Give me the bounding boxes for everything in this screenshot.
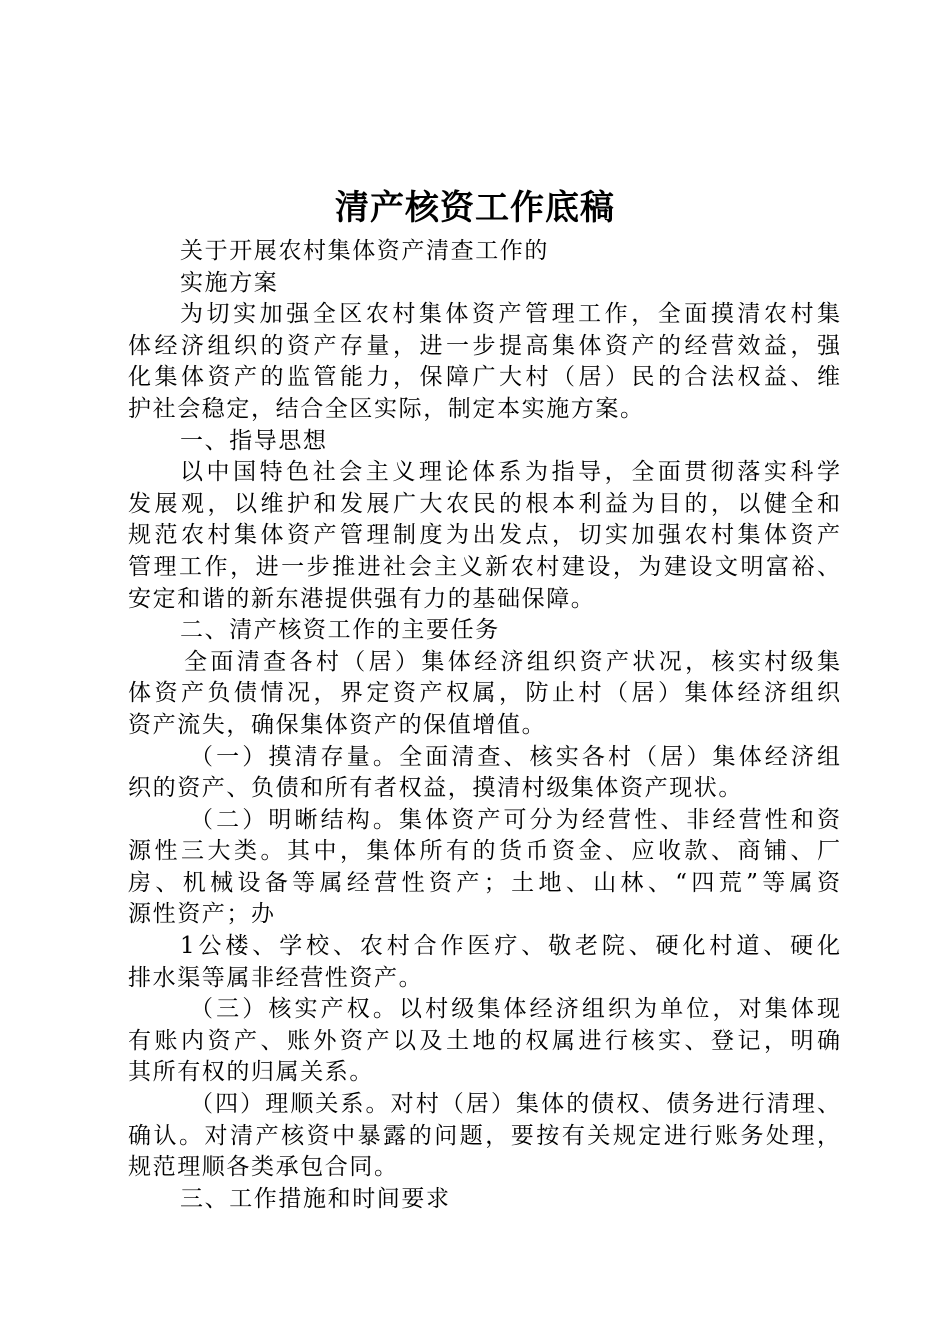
paragraph-line: 房、机械设备等属经营性资产；土地、山林、“四荒”等属资 xyxy=(128,869,840,896)
paragraph-line: 排水渠等属非经营性资产。 xyxy=(128,964,424,991)
paragraph-line: （二）明晰结构。集体资产可分为经营性、非经营性和资 xyxy=(190,806,840,833)
paragraph-line: 为切实加强全区农村集体资产管理工作，全面摸清农村集 xyxy=(180,301,840,328)
paragraph-line: 体经济组织的资产存量，进一步提高集体资产的经营效益，强 xyxy=(128,332,840,359)
paragraph-line: 管理工作，进一步推进社会主义新农村建设，为建设文明富裕、 xyxy=(128,553,840,580)
document-body xyxy=(128,236,840,1215)
paragraph-line: 规范农村集体资产管理制度为出发点，切实加强农村集体资产 xyxy=(128,522,840,549)
paragraph-line: （三）核实产权。以村级集体经济组织为单位，对集体现 xyxy=(190,996,840,1023)
document-title: 清产核资工作底稿 xyxy=(335,188,615,228)
paragraph-line: 护社会稳定，结合全区实际，制定本实施方案。 xyxy=(128,395,645,422)
paragraph-line: 其所有权的归属关系。 xyxy=(128,1059,374,1086)
paragraph-line: 安定和谐的新东港提供强有力的基础保障。 xyxy=(128,585,596,612)
paragraph-line: 发展观，以维护和发展广大农民的根本利益为目的，以健全和 xyxy=(128,490,840,517)
paragraph-line: 资产流失，确保集体资产的保值增值。 xyxy=(128,711,547,738)
section-heading: 二、清产核资工作的主要任务 xyxy=(180,617,500,644)
subtitle-line-1: 关于开展农村集体资产清查工作的 xyxy=(180,238,549,264)
paragraph-line: （一）摸清存量。全面清查、核实各村（居）集体经济组 xyxy=(190,743,840,770)
paragraph-line: （四）理顺关系。对村（居）集体的债权、债务进行清理、 xyxy=(190,1091,840,1118)
paragraph-line: 源性三大类。其中，集体所有的货币资金、应收款、商铺、厂 xyxy=(128,838,840,865)
section-heading: 一、指导思想 xyxy=(180,427,328,454)
paragraph-line: 源性资产；办 xyxy=(128,901,276,928)
paragraph-line: 全面清查各村（居）集体经济组织资产状况，核实村级集 xyxy=(184,648,840,675)
paragraph-line: 以中国特色社会主义理论体系为指导，全面贯彻落实科学 xyxy=(180,459,840,486)
paragraph-line: 化集体资产的监管能力，保障广大村（居）民的合法权益、维 xyxy=(128,364,840,391)
section-heading: 三、工作措施和时间要求 xyxy=(180,1185,451,1212)
paragraph-line: 织的资产、负债和所有者权益，摸清村级集体资产现状。 xyxy=(128,775,743,802)
subtitle-line-2: 实施方案 xyxy=(180,269,279,296)
paragraph-line: 1公楼、学校、农村合作医疗、敬老院、硬化村道、硬化 xyxy=(180,933,840,960)
paragraph-line: 有账内资产、账外资产以及土地的权属进行核实、登记，明确 xyxy=(128,1027,840,1054)
paragraph-line: 规范理顺各类承包合同。 xyxy=(128,1154,399,1181)
paragraph-line: 确认。对清产核资中暴露的问题，要按有关规定进行账务处理， xyxy=(128,1122,840,1149)
paragraph-line: 体资产负债情况，界定资产权属，防止村（居）集体经济组织 xyxy=(128,680,840,707)
